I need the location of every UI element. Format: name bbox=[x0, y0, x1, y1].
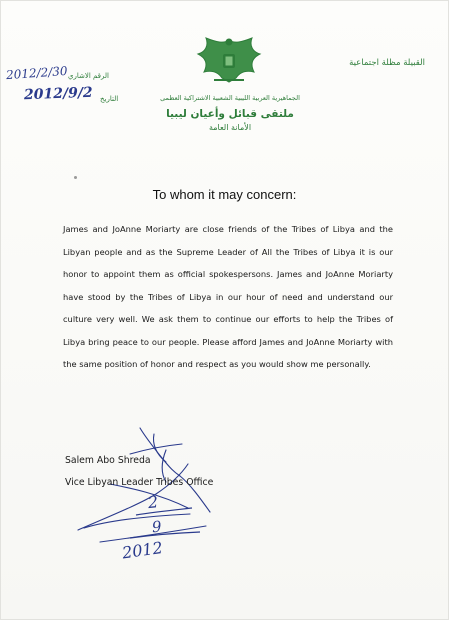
letterhead bbox=[160, 94, 300, 132]
handwritten-date bbox=[100, 488, 220, 564]
org-slogan: القبيلة مظلة اجتماعية bbox=[349, 58, 425, 68]
paper-speck bbox=[74, 176, 77, 179]
letterhead-state-name: الجماهيرية العربية الليبية الشعبية الاشتراكية العظمى bbox=[160, 94, 300, 102]
letter-body: James and JoAnne Moriarty are close friends of the Tribes of Libya and the Libyan people and as the Supreme Leader of All the Tribes of Libya it is our honor to appoint them as official spokespersons. James and JoAnne Moriarty have stood by the Tribes of Libya in our hour of need and understand our culture very well. We ask them to continue our efforts to help the Tribes of Libya bring peace to our people. Please afford James and JoAnne Moriarty with the same position of honor and respect as you would show me personally. bbox=[63, 224, 393, 369]
salutation: To whom it may concern: bbox=[152, 187, 297, 202]
signatory-name: Salem Abo Shreda bbox=[65, 455, 151, 466]
handwritten-year: 2012 bbox=[120, 537, 164, 563]
handwritten-day: 2 bbox=[146, 492, 160, 513]
eagle-emblem-icon bbox=[196, 34, 262, 84]
reference-date-label: التاريخ bbox=[100, 95, 119, 103]
reference-date: 2012/9/2 bbox=[23, 84, 93, 104]
reference-number: 2012/2/30 bbox=[5, 63, 68, 83]
letterhead-org-name: ملتقى قبائل وأعيان ليبيا bbox=[166, 108, 294, 120]
signatory-title: Vice Libyan Leader Tribes Office bbox=[65, 477, 214, 488]
letterhead-secretariat: الأمانة العامة bbox=[208, 123, 252, 132]
reference-number-label: الرقم الاشاري bbox=[68, 72, 109, 80]
handwritten-month: 9 bbox=[151, 517, 163, 537]
